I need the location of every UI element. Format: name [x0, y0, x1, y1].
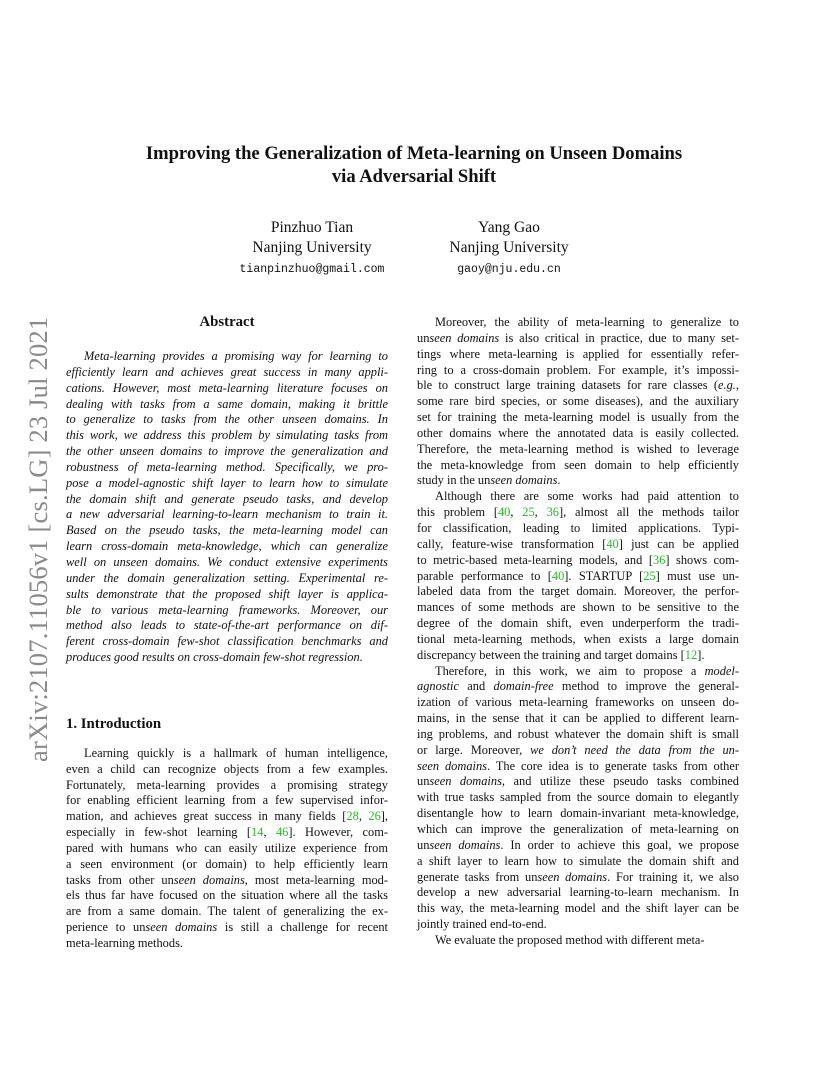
text-line: or large. Moreover, we don’t need the data from the un-	[417, 742, 739, 757]
text-line: ing problems, and robust whatever the domain shift is small	[417, 726, 739, 741]
author-email: tianpinzhuo@gmail.com	[239, 263, 385, 276]
text-line: ble to construct large training datasets for rare classes (e.g.,	[417, 378, 739, 393]
text-line: learn cross-domain meta-knowledge, which can generalize	[66, 539, 388, 554]
text-line: ization of various meta-learning frameworks on unseen do-	[417, 695, 739, 710]
text-line: tasks from other unseen domains, most meta-learning mod-	[66, 872, 388, 887]
text-line: unseen domains is also critical in practice, due to many set-	[417, 330, 740, 345]
text-line: ring to a cross-domain problem. For example, it’s impossi-	[417, 362, 739, 377]
arxiv-identifier: arXiv:2107.11056v1 [cs.LG] 23 Jul 2021	[23, 316, 53, 762]
text-line: Therefore, in this work, we aim to propose a model-	[435, 663, 739, 678]
abstract-paragraph	[66, 349, 388, 666]
text-line: mains, in the sense that it can be applied to different learn-	[417, 711, 739, 726]
text-line: Based on the pseudo tasks, the meta-learning model can	[66, 523, 388, 538]
text-line: a new adversarial learning-to-learn mechanism to train it.	[66, 507, 388, 522]
text-line: generate tasks from unseen domains. For training it, we also	[417, 869, 740, 884]
author-affiliation: Nanjing University	[252, 239, 372, 256]
text-line: for classification, leading to limited applications. Typi-	[417, 520, 739, 535]
text-line: some rare bird species, or some diseases), and the auxiliary	[417, 394, 739, 409]
text-line: meta-learning methods.	[66, 936, 183, 950]
text-line: discrepancy between the training and target domains [12].	[417, 647, 705, 662]
text-line: els thus far have focused on the situation where all the tasks	[66, 888, 388, 903]
introduction-heading: 1. Introduction	[66, 715, 162, 732]
text-line: set for training the meta-learning model is usually from the	[417, 410, 739, 425]
text-line: Learning quickly is a hallmark of human intelligence,	[84, 745, 388, 760]
text-line: the meta-knowledge from seen domain to help efficiently	[417, 457, 739, 472]
author-block-2	[389, 218, 629, 280]
text-line: Moreover, the ability of meta-learning to generalize to	[435, 315, 739, 329]
text-line: study in the unseen domains.	[417, 473, 561, 488]
text-line: Meta-learning provides a promising way for learning to	[84, 349, 388, 363]
text-line: a seen environment (or domain) to help efficiently learn	[66, 856, 388, 871]
text-line: to metric-based meta-learning models, and [36] shows com-	[417, 552, 739, 567]
text-line: seen domains. The core idea is to generate tasks from other	[417, 758, 739, 773]
text-line: for enabling efficient learning from a few supervised infor-	[66, 793, 388, 808]
body-paragraph	[417, 489, 739, 663]
text-line: even a child can recognize objects from a few examples.	[66, 761, 388, 776]
left-column	[66, 312, 388, 952]
text-line: under the domain generalization setting. Experimental re-	[66, 570, 388, 585]
paper-title	[100, 142, 728, 188]
text-line: especially in few-shot learning [14, 46]. However, com-	[66, 825, 388, 840]
text-line: perience to unseen domains is still a challenge for recent	[66, 920, 388, 935]
text-line: robustness of meta-learning method. Specifically, we pro-	[66, 459, 388, 474]
text-line: cations. However, most meta-learning literature focuses on	[66, 380, 388, 395]
text-line: degree of the domain shift, even underperform the tradi-	[417, 616, 739, 631]
text-line: this work, we address this problem by simulating tasks from	[66, 428, 388, 443]
text-line: ferent cross-domain few-shot classification benchmarks and	[66, 634, 388, 649]
title-line-2: via Adversarial Shift	[331, 166, 497, 187]
text-line: with true tasks sampled from the source domain to elegantly	[417, 790, 739, 805]
text-line: labeled data from the target domain. Moreover, the perfor-	[417, 584, 739, 599]
text-line: ble to various meta-learning frameworks. Moreover, our	[66, 602, 388, 617]
text-line: dealing with tasks from a same domain, making it brittle	[66, 396, 388, 411]
text-line: tings where meta-learning is applied for essentially refer-	[417, 346, 739, 361]
text-line: Fortunately, meta-learning provides a promising strategy	[66, 777, 388, 792]
body-paragraph	[417, 664, 739, 933]
text-line: to generalize to tasks from the other unseen domains. In	[66, 412, 388, 427]
text-line: We evaluate the proposed method with different meta-	[435, 932, 705, 947]
author-affiliation: Nanjing University	[449, 239, 569, 256]
abstract-heading: Abstract	[199, 314, 255, 330]
text-line: unseen domains, and utilize these pseudo tasks combined	[417, 774, 740, 789]
text-line: disentangle how to learn domain-invariant meta-knowledge,	[417, 806, 739, 821]
text-line: unseen domains. In order to achieve this goal, we propose	[417, 837, 740, 852]
text-line: tional meta-learning methods, when exists a large domain	[417, 631, 739, 646]
text-line: agnostic and domain-free method to improve the general-	[417, 679, 739, 694]
text-line: mation, and achieves great success in many fields [28, 26],	[66, 809, 388, 824]
text-line: the domain shift and generate pseudo tasks, and develop	[66, 491, 388, 506]
text-line: well on unseen domains. We conduct extensive experiments	[66, 554, 388, 569]
author-name: Pinzhuo Tian	[270, 219, 354, 236]
author-name: Yang Gao	[478, 219, 540, 236]
text-line: mances of some methods are shown to be sensitive to the	[417, 600, 739, 615]
right-column	[417, 315, 739, 949]
text-line: jointly trained end-to-end.	[417, 917, 547, 932]
text-line: Therefore, the meta-learning method is wished to leverage	[417, 441, 739, 456]
text-line: which can improve the generalization of meta-learning on	[417, 822, 739, 836]
title-line-1: Improving the Generalization of Meta-learning on Unseen Domains	[145, 143, 683, 164]
text-line: pose a model-agnostic shift layer to learn how to simulate	[66, 475, 388, 490]
introduction-paragraph	[66, 746, 388, 952]
text-line: produces good results on cross-domain few-shot regression.	[66, 650, 363, 665]
text-line: other domains where the annotated data is easily collected.	[417, 425, 739, 440]
body-paragraph	[417, 933, 739, 949]
text-line: parable performance to [40]. STARTUP [25] must use un-	[417, 568, 739, 583]
text-line: efficiently learn and achieves great success in many appli-	[66, 364, 388, 379]
text-line: the other unseen domains to improve the generalization and	[66, 444, 388, 459]
author-email: gaoy@nju.edu.cn	[457, 263, 561, 276]
text-line: develop a new adversarial learning-to-learn mechanism. In	[417, 885, 739, 900]
text-line: are from a same domain. The talent of generalizing the ex-	[66, 904, 388, 919]
text-line: pared with humans who can easily utilize experience from	[66, 840, 388, 855]
text-line: sults demonstrate that the proposed shift layer is applica-	[66, 586, 388, 601]
text-line: Although there are some works had paid attention to	[435, 489, 739, 504]
body-paragraph	[417, 315, 739, 489]
text-line: method also leads to state-of-the-art performance on dif-	[66, 618, 388, 633]
text-line: this way, the meta-learning model and the shift layer can be	[417, 901, 739, 916]
abstract-body	[66, 349, 388, 666]
text-line: cally, feature-wise transformation [40] just can be applied	[417, 536, 740, 551]
text-line: a shift layer to learn how to simulate the domain shift and	[417, 853, 739, 868]
text-line: this problem [40, 25, 36], almost all the methods tailor	[417, 505, 739, 520]
